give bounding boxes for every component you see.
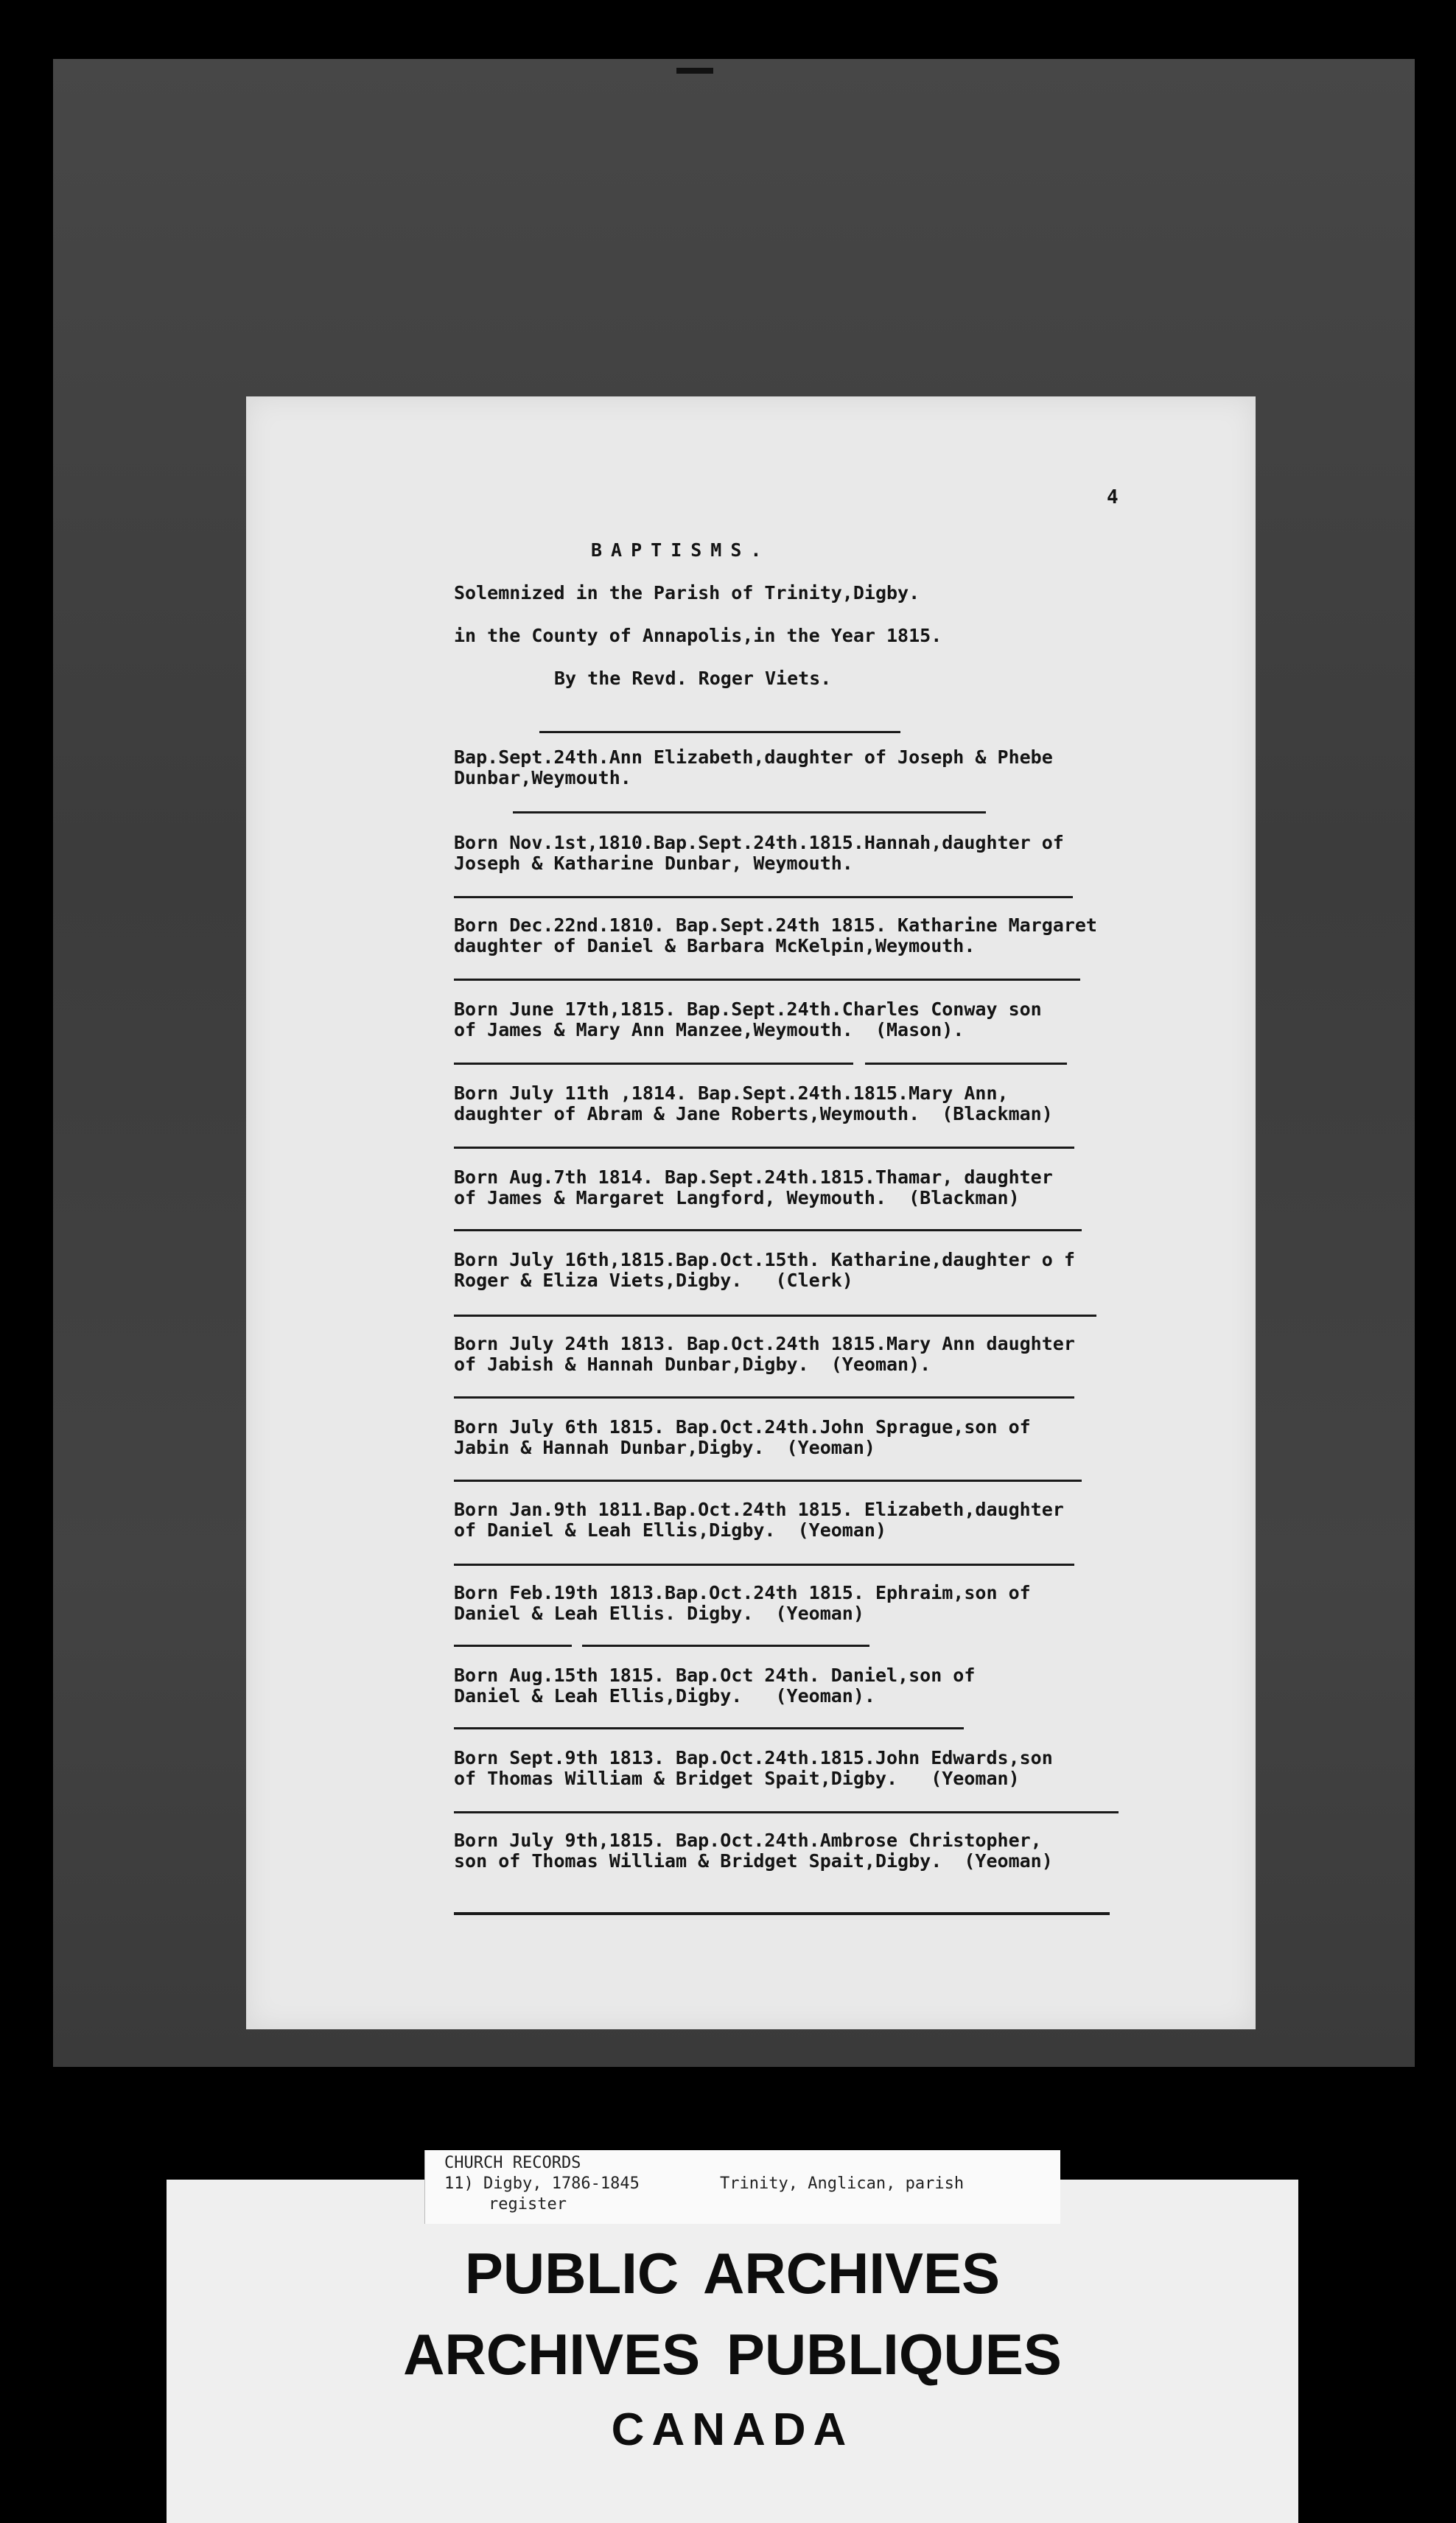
baptism-entry: [454, 1167, 1220, 1208]
entry-line: Dunbar,Weymouth.: [454, 767, 631, 788]
baptism-entry: [454, 747, 1220, 788]
baptism-entry: [454, 1083, 1220, 1124]
header-divider: [539, 731, 900, 733]
entry-line: Born Feb.19th 1813.Bap.Oct.24th 1815. Ephraim,son of: [454, 1582, 1031, 1603]
baptism-entry: [454, 1830, 1220, 1872]
film-registration-mark: [676, 68, 713, 74]
entry-divider: [454, 1229, 1082, 1231]
baptism-entry: [454, 1665, 1220, 1707]
archives-name-english: PUBLIC ARCHIVES: [464, 2241, 1001, 2306]
entry-line: daughter of Abram & Jane Roberts,Weymouth. (Blackman): [454, 1103, 1053, 1124]
archives-country: CANADA: [611, 2404, 854, 2455]
page-number: 4: [1107, 486, 1119, 508]
entry-line: Born July 6th 1815. Bap.Oct.24th.John Sprague,son of: [454, 1416, 1031, 1438]
baptism-entry: [454, 1250, 1220, 1291]
baptism-entry: [454, 999, 1220, 1040]
entry-line: Born Aug.15th 1815. Bap.Oct 24th. Daniel,son of: [454, 1665, 976, 1686]
catalog-series: CHURCH RECORDS: [444, 2154, 581, 2172]
entry-line: Born July 9th,1815. Bap.Oct.24th.Ambrose Christopher,: [454, 1830, 1042, 1851]
entry-line: of Jabish & Hannah Dunbar,Digby. (Yeoman).: [454, 1354, 931, 1375]
entry-line: Daniel & Leah Ellis,Digby. (Yeoman).: [454, 1685, 875, 1707]
entry-line: Jabin & Hannah Dunbar,Digby. (Yeoman): [454, 1437, 875, 1458]
baptism-entry: [454, 1334, 1220, 1375]
entry-line: Born Aug.7th 1814. Bap.Sept.24th.1815.Thamar, daughter: [454, 1166, 1053, 1188]
archives-name-french: ARCHIVES PUBLIQUES: [403, 2322, 1062, 2387]
baptism-entry: [454, 915, 1220, 956]
entry-line: Born Jan.9th 1811.Bap.Oct.24th 1815. Elizabeth,daughter: [454, 1499, 1064, 1520]
entry-divider: [454, 979, 1080, 981]
entry-line: Born July 11th ,1814. Bap.Sept.24th.1815.Mary Ann,: [454, 1082, 1009, 1104]
entry-divider: [865, 1063, 1067, 1065]
entry-divider: [454, 1564, 1074, 1566]
catalog-description-continued: register: [489, 2195, 567, 2214]
entry-line: of Thomas William & Bridget Spait,Digby. (Yeoman): [454, 1768, 1020, 1789]
entry-divider: [454, 1645, 572, 1647]
baptism-entry: [454, 1417, 1220, 1458]
catalog-item: 11) Digby, 1786-1845: [444, 2174, 640, 2193]
entry-divider: [454, 1396, 1074, 1399]
entry-line: Born Sept.9th 1813. Bap.Oct.24th.1815.John Edwards,son: [454, 1747, 1053, 1768]
baptism-entry: [454, 1583, 1220, 1624]
entry-line: Born July 16th,1815.Bap.Oct.15th. Katharine,daughter o f: [454, 1249, 1075, 1270]
entry-divider: [454, 1480, 1082, 1482]
baptism-entry: [454, 833, 1220, 874]
entry-divider: [454, 1147, 1074, 1149]
register-title: BAPTISMS.: [591, 539, 771, 561]
register-parish-line: Solemnized in the Parish of Trinity,Digby.: [454, 582, 920, 603]
entry-divider: [454, 1727, 964, 1729]
catalog-description: Trinity, Anglican, parish: [720, 2174, 965, 2193]
register-page: [246, 396, 1256, 2029]
entry-divider: [454, 1063, 853, 1065]
register-officiant-line: By the Revd. Roger Viets.: [554, 668, 832, 689]
entry-line: Bap.Sept.24th.Ann Elizabeth,daughter of Joseph & Phebe: [454, 746, 1053, 768]
entry-divider: [513, 811, 986, 813]
entry-divider: [454, 896, 1073, 898]
entry-line: of James & Mary Ann Manzee,Weymouth. (Mason).: [454, 1019, 965, 1040]
catalog-card: [424, 2150, 1060, 2224]
entry-line: Joseph & Katharine Dunbar, Weymouth.: [454, 853, 853, 874]
entry-divider: [454, 1315, 1096, 1317]
entry-line: son of Thomas William & Bridget Spait,Digby. (Yeoman): [454, 1850, 1053, 1872]
baptism-entry: [454, 1748, 1220, 1789]
entry-line: of James & Margaret Langford, Weymouth. (Blackman): [454, 1187, 1020, 1208]
entry-divider: [582, 1645, 869, 1647]
baptism-entry: [454, 1500, 1220, 1541]
entry-line: of Daniel & Leah Ellis,Digby. (Yeoman): [454, 1519, 886, 1541]
entry-line: Roger & Eliza Viets,Digby. (Clerk): [454, 1270, 853, 1291]
entry-divider: [454, 1811, 1119, 1813]
entry-line: Daniel & Leah Ellis. Digby. (Yeoman): [454, 1603, 864, 1624]
entry-line: Born June 17th,1815. Bap.Sept.24th.Charles Conway son: [454, 998, 1042, 1020]
closing-rule: [454, 1912, 1110, 1915]
entry-line: Born Dec.22nd.1810. Bap.Sept.24th 1815. Katharine Margaret: [454, 914, 1097, 936]
entry-line: daughter of Daniel & Barbara McKelpin,Weymouth.: [454, 935, 976, 956]
entry-line: Born July 24th 1813. Bap.Oct.24th 1815.Mary Ann daughter: [454, 1333, 1075, 1354]
register-county-line: in the County of Annapolis,in the Year 1815.: [454, 625, 942, 646]
entry-line: Born Nov.1st,1810.Bap.Sept.24th.1815.Hannah,daughter of: [454, 832, 1064, 853]
